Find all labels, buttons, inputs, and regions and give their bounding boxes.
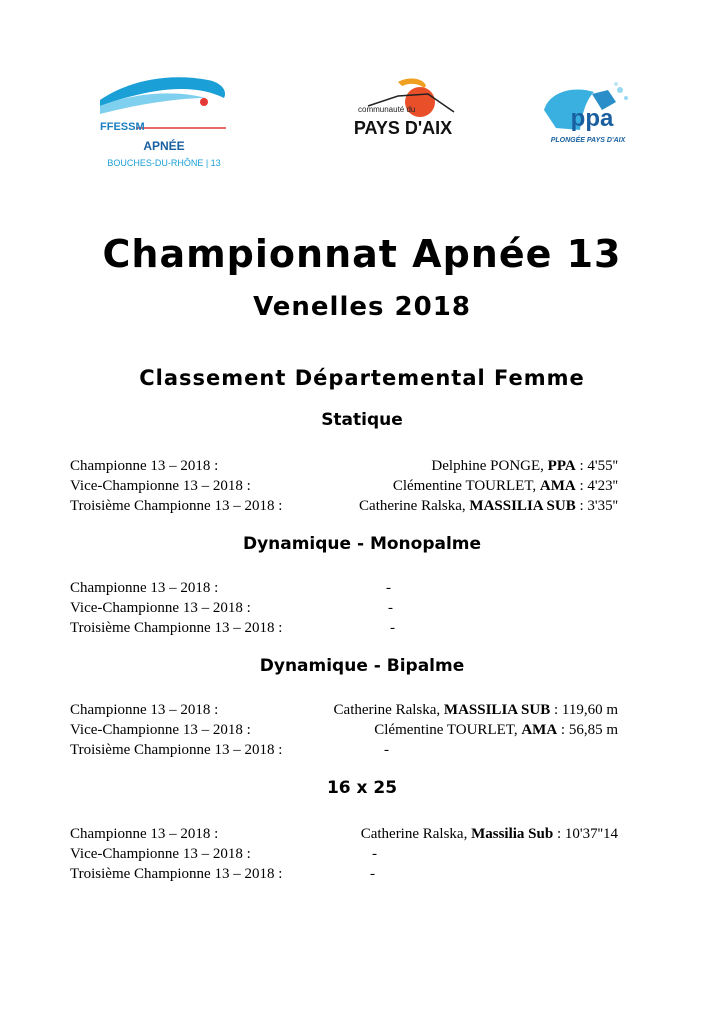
rank-label: Vice-Championne 13 – 2018 : <box>70 600 251 616</box>
result-value: Clémentine TOURLET, AMA : 56,85 m <box>374 722 618 738</box>
result-row <box>70 496 618 516</box>
communaute-text: communauté du <box>358 105 416 114</box>
section-title: Classement Départemental Femme <box>139 366 585 390</box>
ffessm-apnee-logo <box>96 72 232 172</box>
result-row <box>70 456 618 476</box>
rank-label: Championne 13 – 2018 : <box>70 458 219 474</box>
pays-daix-logo <box>328 72 478 147</box>
result-value: Delphine PONGE, PPA : 4'55'' <box>431 458 618 474</box>
rank-label: Vice-Championne 13 – 2018 : <box>70 478 251 494</box>
event-title-monopalme: Dynamique - Monopalme <box>242 534 482 554</box>
result-row <box>70 476 618 496</box>
result-value: Clémentine TOURLET, AMA : 4'23'' <box>392 478 618 494</box>
apnee-text: APNÉE <box>143 139 185 153</box>
rank-label: Championne 13 – 2018 : <box>70 580 219 596</box>
result-row <box>70 700 618 720</box>
rank-label: Vice-Championne 13 – 2018 : <box>70 846 251 862</box>
rank-label: Troisième Championne 13 – 2018 : <box>70 742 283 758</box>
ppa-logo <box>536 80 636 150</box>
result-row <box>70 740 618 760</box>
rank-label: Championne 13 – 2018 : <box>70 702 219 718</box>
empty-result: - <box>388 600 393 616</box>
empty-result: - <box>370 866 375 882</box>
ppa-text: ppa <box>570 105 614 132</box>
rank-label: Championne 13 – 2018 : <box>70 826 219 842</box>
page-subtitle: Venelles 2018 <box>253 292 471 322</box>
rank-label: Troisième Championne 13 – 2018 : <box>70 620 283 636</box>
result-row <box>70 864 618 884</box>
result-row <box>70 824 618 844</box>
rank-label: Troisième Championne 13 – 2018 : <box>70 498 283 514</box>
rank-label: Vice-Championne 13 – 2018 : <box>70 722 251 738</box>
result-row <box>70 720 618 740</box>
result-row <box>70 618 618 638</box>
result-row <box>70 844 618 864</box>
result-value: Catherine Ralska, Massilia Sub : 10'37''14 <box>360 826 618 842</box>
event-title-bipalme: Dynamique - Bipalme <box>259 656 465 676</box>
page-title: Championnat Apnée 13 <box>102 232 622 276</box>
empty-result: - <box>372 846 377 862</box>
event-title-statique: Statique <box>321 410 403 430</box>
result-value: Catherine Ralska, MASSILIA SUB : 119,60 m <box>333 702 618 718</box>
result-row <box>70 578 618 598</box>
empty-result: - <box>386 580 391 596</box>
empty-result: - <box>390 620 395 636</box>
rank-label: Troisième Championne 13 – 2018 : <box>70 866 283 882</box>
empty-result: - <box>384 742 389 758</box>
result-row <box>70 598 618 618</box>
event-title-16x25: 16 x 25 <box>326 778 398 798</box>
ffessm-text: FFESSM <box>100 121 145 133</box>
plongee-text: PLONGÉE PAYS D'AIX <box>550 137 626 144</box>
department-text: BOUCHES-DU-RHÔNE | 13 <box>107 158 221 168</box>
pays-daix-text: PAYS D'AIX <box>353 118 453 138</box>
result-value: Catherine Ralska, MASSILIA SUB : 3'35'' <box>359 498 618 514</box>
